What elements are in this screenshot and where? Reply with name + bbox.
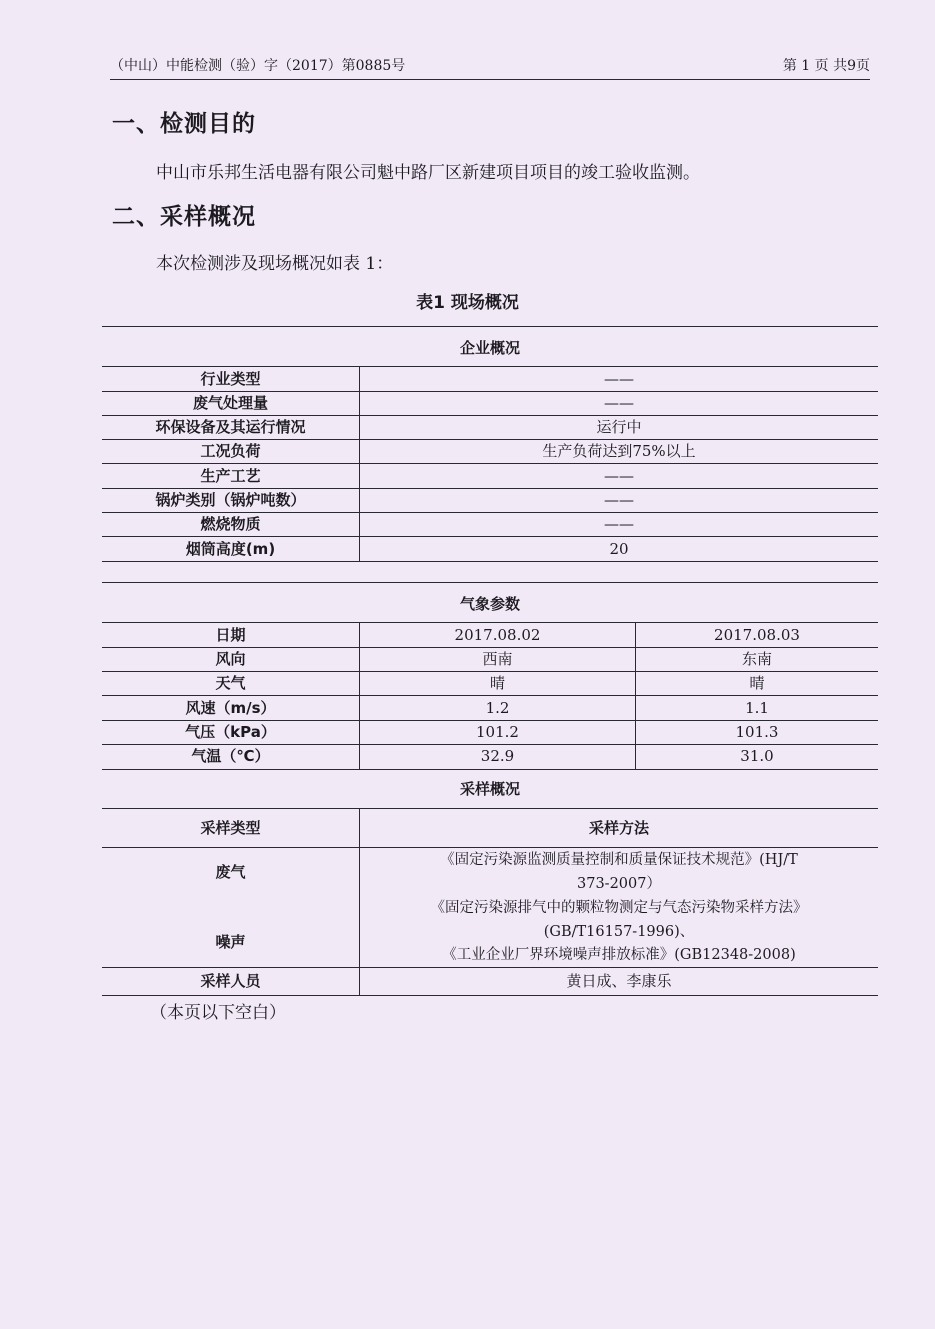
table-caption: 表1 现场概况 xyxy=(416,293,519,313)
enterprise-heading: 企业概况 xyxy=(459,339,520,357)
weather-value-day1: 32.9 xyxy=(480,747,515,765)
page-info: 第 1 页 共9页 xyxy=(782,58,870,74)
enterprise-value: 生产负荷达到75%以上 xyxy=(542,442,696,460)
enterprise-value: 20 xyxy=(609,540,629,558)
sampling-type-header: 采样类型 xyxy=(200,819,261,837)
sampling-staff-label: 采样人员 xyxy=(200,972,261,990)
enterprise-label: 燃烧物质 xyxy=(200,515,261,533)
weather-value-day2: 2017.08.03 xyxy=(714,626,800,644)
weather-value-day1: 1.2 xyxy=(485,699,510,717)
rule xyxy=(102,769,878,770)
sampling-method-line: 373-2007） xyxy=(577,876,661,892)
weather-value-day2: 101.3 xyxy=(735,723,779,741)
weather-value-day1: 101.2 xyxy=(476,723,519,741)
enterprise-value: —— xyxy=(604,491,634,509)
footnote: （本页以下空白） xyxy=(150,1003,286,1023)
sampling-method-line: 《固定污染源排气中的颗粒物测定与气态污染物采样方法》 xyxy=(430,900,808,916)
sampling-method-header: 采样方法 xyxy=(588,819,649,837)
sampling-heading: 采样概况 xyxy=(459,780,520,798)
rule xyxy=(102,808,878,809)
weather-value-day1: 西南 xyxy=(482,650,513,668)
enterprise-value: —— xyxy=(604,370,634,388)
enterprise-value: —— xyxy=(604,515,634,533)
weather-value-day1: 2017.08.02 xyxy=(454,626,541,644)
weather-label: 风向 xyxy=(215,650,246,668)
enterprise-value: 运行中 xyxy=(596,418,642,436)
weather-label: 天气 xyxy=(215,674,246,692)
enterprise-label: 锅炉类别（锅炉吨数） xyxy=(155,491,306,509)
enterprise-label: 工况负荷 xyxy=(200,442,261,460)
weather-label: 日期 xyxy=(215,626,246,644)
weather-label: 风速（m/s） xyxy=(185,699,276,717)
rule xyxy=(102,561,878,562)
section-1-title: 一、检测目的 xyxy=(112,111,256,137)
enterprise-value: —— xyxy=(604,394,634,412)
weather-value-day2: 1.1 xyxy=(745,699,769,717)
sampling-staff: 黄日成、李康乐 xyxy=(566,972,672,990)
enterprise-label: 烟筒高度(m) xyxy=(185,540,276,558)
weather-value-day1: 晴 xyxy=(489,674,505,692)
rule xyxy=(102,967,878,968)
enterprise-value: —— xyxy=(604,467,634,485)
page-header xyxy=(110,55,870,80)
weather-value-day2: 东南 xyxy=(741,650,772,668)
section-1-text: 中山市乐邦生活电器有限公司魁中路厂区新建项目项目的竣工验收监测。 xyxy=(156,163,700,183)
sampling-type-gas: 废气 xyxy=(215,863,246,881)
sampling-method-line: 《固定污染源监测质量控制和质量保证技术规范》(HJ/T xyxy=(440,852,798,868)
sampling-method-line: 《工业企业厂界环境噪声排放标准》(GB12348-2008) xyxy=(442,947,796,963)
enterprise-label: 废气处理量 xyxy=(192,394,268,412)
sampling-type-noise: 噪声 xyxy=(215,933,246,951)
weather-label: 气压（kPa） xyxy=(185,723,276,741)
document-number: （中山）中能检测（验）字（2017）第0885号 xyxy=(110,58,406,74)
section-2-title: 二、采样概况 xyxy=(112,204,256,230)
section-2-text: 本次检测涉及现场概况如表 1： xyxy=(156,254,394,274)
weather-heading: 气象参数 xyxy=(459,595,520,613)
rule xyxy=(102,326,878,327)
weather-value-day2: 晴 xyxy=(749,674,765,692)
weather-value-day2: 31.0 xyxy=(740,747,774,765)
enterprise-label: 行业类型 xyxy=(200,370,261,388)
weather-label: 气温（℃） xyxy=(191,747,270,765)
rule xyxy=(102,995,878,996)
sampling-method-line: (GB/T16157-1996)、 xyxy=(543,924,695,940)
enterprise-label: 环保设备及其运行情况 xyxy=(155,418,306,436)
rule xyxy=(102,582,878,583)
enterprise-label: 生产工艺 xyxy=(200,467,261,485)
